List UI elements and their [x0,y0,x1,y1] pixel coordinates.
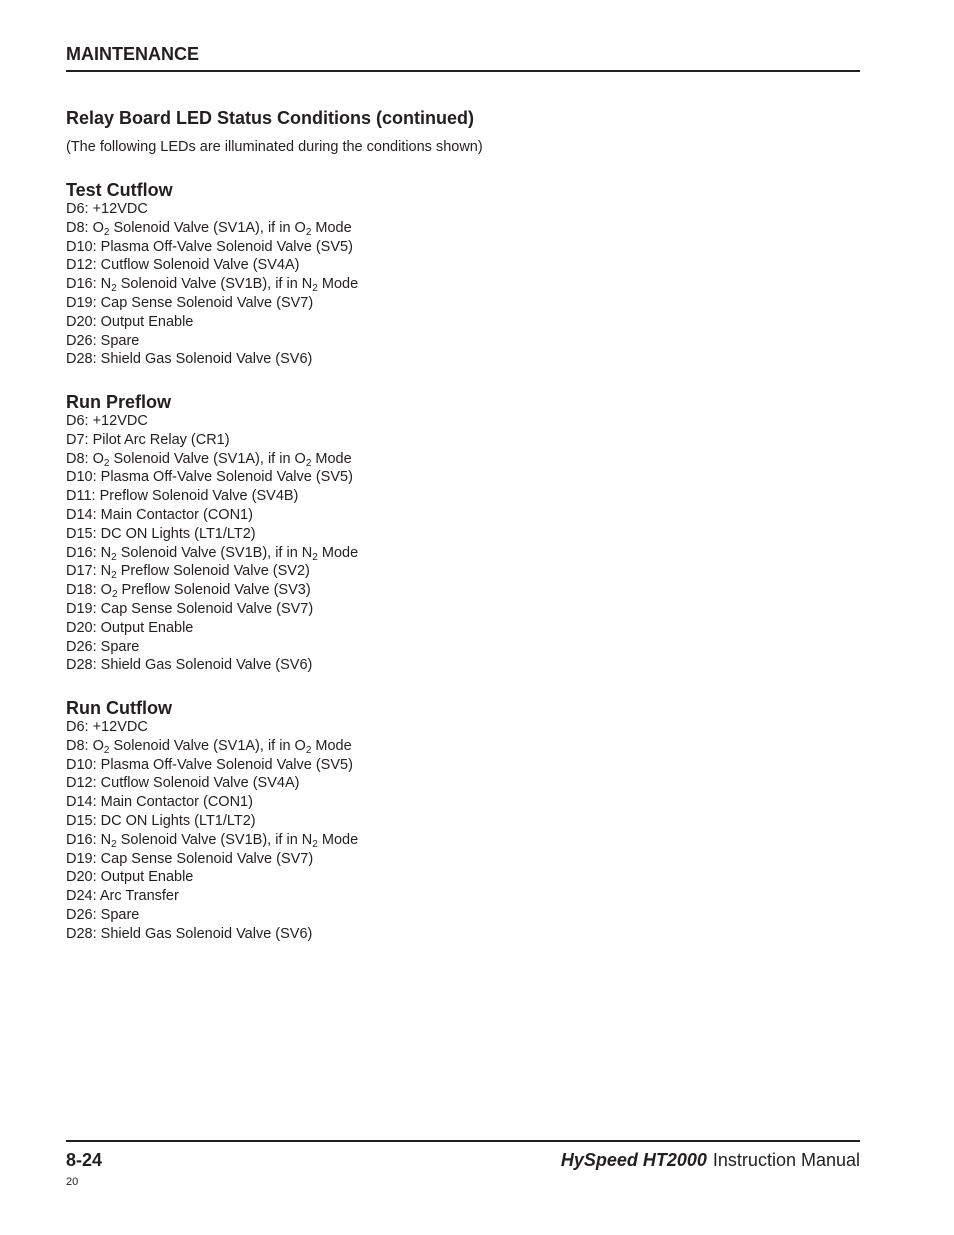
led-item: D6: +12VDC [66,201,148,217]
group-test-cutflow [66,180,358,369]
led-list [66,718,358,944]
led-item: D10: Plasma Off-Valve Solenoid Valve (SV5) [66,469,353,486]
led-item: D16: $N_2$ Solenoid Valve (SV1B), if in $N_2$ Mode [66,544,359,563]
led-item: D26: Spare [66,332,140,349]
led-list [66,412,358,675]
led-item: D19: Cap Sense Solenoid Valve (SV7) [66,600,314,617]
led-item: D16: $N_2$ Solenoid Valve (SV1B), if in $N_2$ Mode [66,831,359,850]
led-item: D17: $N_2$ Preflow Solenoid Valve (SV2) [66,563,310,582]
led-item: D12: Cutflow Solenoid Valve (SV4A) [66,257,300,274]
section-title: Relay Board LED Status Conditions (continued) [66,108,475,128]
led-item: D26: Spare [66,638,140,655]
led-item: D14: Main Contactor (CON1) [66,794,253,811]
header-title: MAINTENANCE [66,44,199,64]
led-item: D26: Spare [66,906,140,923]
led-item: D8: $O_2$ Solenoid Valve (SV1A), if in $O_2$ Mode [66,737,352,756]
led-item: D19: Cap Sense Solenoid Valve (SV7) [66,850,314,867]
led-item: D12: Cutflow Solenoid Valve (SV4A) [66,775,300,792]
manual-label: Instruction Manual [712,1150,860,1170]
section-intro: (The following LEDs are illuminated during the conditions shown) [66,139,483,155]
led-item: D15: DC ON Lights (LT1/LT2) [66,525,256,542]
led-item: D28: Shield Gas Solenoid Valve (SV6) [66,351,313,368]
group-run-preflow [66,392,358,675]
led-item: D15: DC ON Lights (LT1/LT2) [66,812,256,829]
led-item: D14: Main Contactor (CON1) [66,506,253,523]
led-list [66,200,358,369]
led-item: D16: $N_2$ Solenoid Valve (SV1B), if in $N_2$ Mode [66,276,359,295]
group-title: Test Cutflow [66,180,173,200]
led-item: D10: Plasma Off-Valve Solenoid Valve (SV5) [66,238,353,255]
led-item: D28: Shield Gas Solenoid Valve (SV6) [66,925,313,942]
led-item: D10: Plasma Off-Valve Solenoid Valve (SV5) [66,756,353,773]
led-item: D18: $O_2$ Preflow Solenoid Valve (SV3) [66,582,311,601]
led-item: D8: $O_2$ Solenoid Valve (SV1A), if in $O_2$ Mode [66,450,352,469]
group-title: Run Preflow [66,392,172,412]
page-number: 8-24 [66,1150,103,1170]
footer-divider [66,1140,860,1142]
led-item: D6: +12VDC [66,719,148,735]
led-item: D19: Cap Sense Solenoid Valve (SV7) [66,294,314,311]
group-title: Run Cutflow [66,698,172,718]
group-run-cutflow [66,698,358,944]
led-item: D6: +12VDC [66,413,148,429]
sheet-number: 20 [66,1176,79,1188]
manual-title [561,1150,860,1171]
header-divider [66,70,860,72]
brand-name: HySpeed HT2000 [560,1150,707,1170]
led-item: D7: Pilot Arc Relay (CR1) [66,431,230,448]
led-item: D20: Output Enable [66,869,194,886]
led-item: D28: Shield Gas Solenoid Valve (SV6) [66,657,313,674]
led-item: D24: Arc Transfer [66,888,179,905]
led-item: D11: Preflow Solenoid Valve (SV4B) [66,488,299,505]
led-item: D20: Output Enable [66,313,194,330]
led-item: D8: $O_2$ Solenoid Valve (SV1A), if in $O_2$ Mode [66,219,352,238]
led-item: D20: Output Enable [66,619,194,636]
